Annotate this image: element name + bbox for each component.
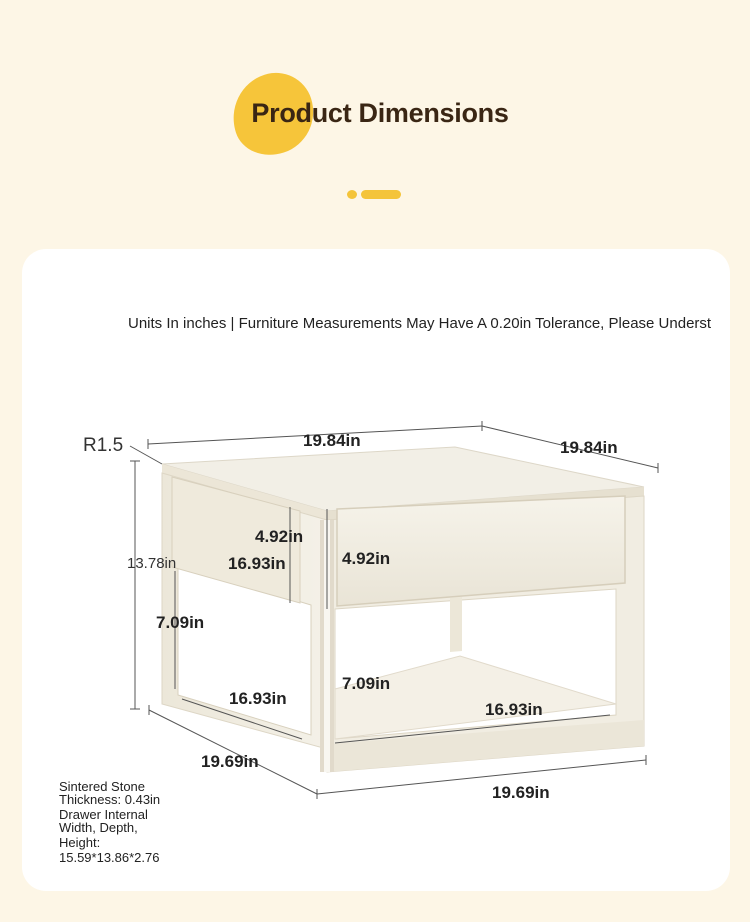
page-title: Product Dimensions xyxy=(251,98,509,128)
shelf-depth-label: 16.93in xyxy=(229,689,287,708)
shelf-width-label: 16.93in xyxy=(485,700,543,719)
drawer-height-side-label: 4.92in xyxy=(255,527,304,546)
units-note: Units In inches | Furniture Measurements May Have A 0.20in Tolerance, Please Underst xyxy=(128,315,712,332)
drawer-depth-side-label: 16.93in xyxy=(228,554,286,573)
drawer-internal-values: 15.59*13.86*2.76 xyxy=(59,850,160,865)
drawer-height-front-label: 4.92in xyxy=(342,549,391,568)
drawer-internal-dims: Width, Depth, xyxy=(59,820,138,835)
decor-dot xyxy=(347,190,357,199)
dimensions-card xyxy=(22,249,730,891)
stone-thickness: Thickness: 0.43in xyxy=(59,792,161,807)
base-width-label: 19.69in xyxy=(492,783,550,802)
decor-pill xyxy=(361,190,401,199)
stone-title: Sintered Stone xyxy=(59,779,146,794)
top-depth-label: 19.84in xyxy=(560,438,618,457)
opening-height-front-label: 7.09in xyxy=(342,674,391,693)
inner-back-leg xyxy=(450,597,462,652)
height-label: 13.78in xyxy=(127,555,177,572)
drawer-internal-height: Height: xyxy=(59,835,101,850)
top-width-label: 19.84in xyxy=(303,431,361,450)
base-depth-label: 19.69in xyxy=(201,752,259,771)
drawer-internal-title: Drawer Internal xyxy=(59,807,148,822)
radius-label: R1.5 xyxy=(83,435,124,456)
opening-height-side-label: 7.09in xyxy=(156,613,205,632)
